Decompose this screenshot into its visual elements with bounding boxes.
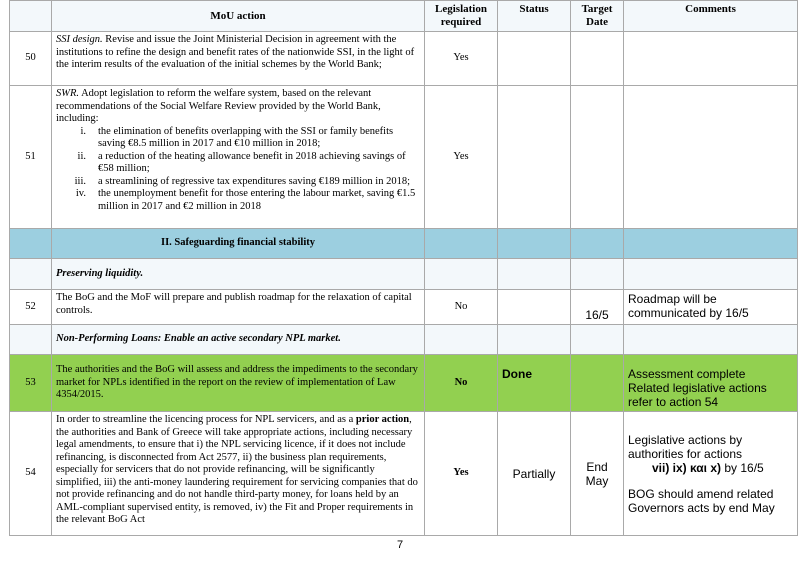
item-numeral: ii. (77, 150, 86, 162)
section-num-cell (10, 229, 52, 259)
comment-cell (624, 86, 798, 229)
page-number: 7 (396, 539, 404, 551)
table-row (10, 290, 798, 325)
table-row (10, 32, 798, 86)
section-empty-cell (571, 229, 624, 259)
table-row (10, 412, 798, 536)
action-body-cont: , the authorities and Bank of Greece will take appropriate actions, including necessary legal amendments, to ensure that i) the NPL servicing licence, if it does not include refinancing, is disconnected from Act 2577, ii) the business plan requirements, especially for servicers that do not provide refinancing, will be significantly simplified, iii) the anti-money laundering requirement for servicing companies that do not provide refinancing and do not handle third-party money, for loans held by an AML-compliant supervised entity, is removed, iv) the Fit and Proper requirements in the relevant BoG Act (56, 414, 418, 525)
header-target-date: Target Date (571, 1, 624, 32)
legislation-cell: Yes (425, 412, 498, 536)
legislation-cell: No (425, 290, 498, 325)
target-cell: End May (571, 412, 624, 536)
item-text: a streamlining of regressive tax expenditures saving €189 million in 2018; (98, 175, 411, 187)
comment-cell: Roadmap will be communicated by 16/5 (624, 290, 798, 325)
action-lead: SSI design. (56, 34, 103, 45)
status-cell (498, 32, 571, 86)
item-numeral: iv. (75, 188, 86, 199)
header-legislation: Legislation required (425, 1, 498, 32)
action-text: The BoG and the MoF will prepare and publish roadmap for the relaxation of capital controls. (52, 290, 425, 325)
action-text (52, 32, 425, 86)
subsection-empty-cell (624, 259, 798, 290)
header-num (10, 1, 52, 32)
header-mou-action: MoU action (52, 1, 425, 32)
list-item (56, 188, 420, 213)
comment-cell (624, 32, 798, 86)
legislation-cell: Yes (425, 86, 498, 229)
target-cell (571, 355, 624, 412)
comment-line: Related legislative actions refer to action 54 (628, 381, 767, 409)
action-sublist (56, 126, 420, 214)
list-item (56, 126, 420, 151)
section-empty-cell (425, 229, 498, 259)
subsection-empty-cell (571, 259, 624, 290)
action-body: Revise and issue the Joint Ministerial Decision in agreement with the institutions to refine the design and benefit rates of the nationwide SSI, in the light of the interim results of the evaluation of the initial schemes by the World Bank; (56, 34, 415, 70)
subsection-title: Non-Performing Loans: Enable an active secondary NPL market. (52, 325, 425, 355)
subsection-empty-cell (571, 325, 624, 355)
table-row (10, 355, 798, 412)
subsection-empty-cell (624, 325, 798, 355)
status-cell: Partially (498, 412, 571, 536)
subsection-empty-cell (498, 259, 571, 290)
list-item (56, 176, 420, 189)
subsection-title: Preserving liquidity. (52, 259, 425, 290)
status-cell (498, 86, 571, 229)
action-text (52, 86, 425, 229)
target-cell: 16/5 (571, 290, 624, 325)
subsection-row (10, 259, 798, 290)
legislation-cell: Yes (425, 32, 498, 86)
subsection-row (10, 325, 798, 355)
comment-line: Assessment complete (628, 367, 746, 381)
row-number: 53 (10, 355, 52, 412)
target-cell (571, 86, 624, 229)
subsection-empty-cell (425, 325, 498, 355)
subsection-num-cell (10, 259, 52, 290)
section-empty-cell (498, 229, 571, 259)
comment-line (628, 433, 793, 475)
status-cell: Done (498, 355, 571, 412)
mou-actions-table (9, 0, 798, 536)
action-text (52, 412, 425, 536)
comment-line: BOG should amend related Governors acts by end May (628, 486, 775, 515)
section-header-row (10, 229, 798, 259)
row-number: 50 (10, 32, 52, 86)
comment-cell (624, 355, 798, 412)
section-title: II. Safeguarding financial stability (52, 229, 425, 259)
prior-action-emphasis: prior action (355, 414, 410, 425)
legislation-cell: No (425, 355, 498, 412)
section-empty-cell (624, 229, 798, 259)
item-text: a reduction of the heating allowance benefit in 2018 achieving savings of €58 million; (98, 150, 406, 174)
comment-text: Legislative actions by authorities for actions (628, 432, 743, 461)
action-body: Adopt legislation to reform the welfare system, based on the relevant recommendations of the Social Welfare Review provided by the World Bank, including: (56, 88, 381, 124)
row-number: 54 (10, 412, 52, 536)
header-comments: Comments (624, 1, 798, 32)
item-numeral: i. (80, 125, 86, 137)
row-number: 51 (10, 86, 52, 229)
subsection-num-cell (10, 325, 52, 355)
comment-text: by 16/5 (721, 460, 764, 475)
row-number: 52 (10, 290, 52, 325)
item-text: the unemployment benefit for those entering the labour market, saving €1.5 million in 2017 and €2 million in 2018 (98, 188, 416, 212)
header-status: Status (498, 1, 571, 32)
action-lead: SWR. (56, 88, 80, 99)
list-item (56, 151, 420, 176)
target-cell (571, 32, 624, 86)
status-cell (498, 290, 571, 325)
comment-cell (624, 412, 798, 536)
subsection-empty-cell (425, 259, 498, 290)
comment-bold-refs: vii) ix) και x) (652, 460, 722, 475)
table-row (10, 86, 798, 229)
action-body: In order to streamline the licencing process for NPL servicers, and as a (56, 414, 356, 425)
subsection-empty-cell (498, 325, 571, 355)
item-numeral: iii. (74, 175, 86, 187)
item-text: the elimination of benefits overlapping with the SSI or family benefits saving €8.5 million in 2017 and €10 million in 2018; (98, 125, 394, 149)
action-text: The authorities and the BoG will assess and address the impediments to the secondary market for NPLs identified in the report on the review of implementation of Law 4354/2015. (52, 355, 425, 412)
header-row (10, 1, 798, 32)
